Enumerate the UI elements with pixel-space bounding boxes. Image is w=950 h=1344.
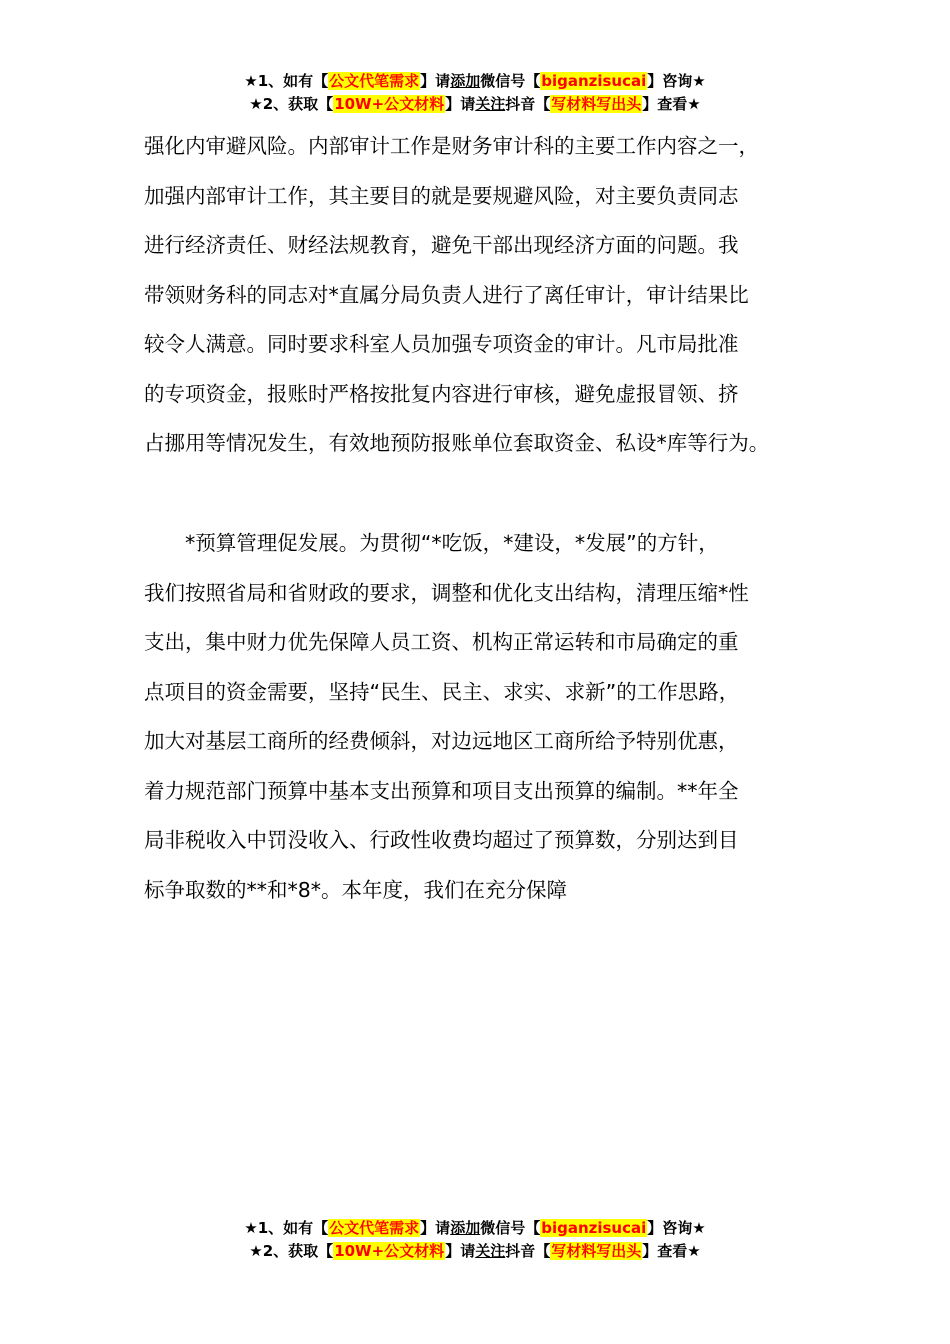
underlined-text: 添加 [450, 72, 481, 90]
banner-text: ★1、如有【 [244, 72, 329, 90]
banner-text: ★2、获取【 [249, 1242, 334, 1260]
banner-text: 微信号【 [480, 72, 541, 90]
highlight-materials: 10W+公文材料 [334, 1242, 445, 1260]
banner-text: 】咨询★ [647, 1219, 706, 1237]
banner-text: 抖音【 [505, 1242, 551, 1260]
footer-banner [0, 1217, 950, 1263]
highlight-wechat-id: biganzisucai [541, 1219, 647, 1237]
highlight-douyin-id: 写材料写出头 [551, 95, 642, 113]
highlight-douyin-id: 写材料写出头 [551, 1242, 642, 1260]
banner-text: 】请 [445, 95, 476, 113]
banner-line-1 [0, 1217, 950, 1240]
banner-text: ★1、如有【 [244, 1219, 329, 1237]
banner-text: 】请 [420, 1219, 451, 1237]
banner-text: 】查看★ [642, 1242, 701, 1260]
underlined-text: 添加 [450, 1219, 481, 1237]
banner-line-2 [0, 93, 950, 116]
banner-text: 微信号【 [480, 1219, 541, 1237]
highlight-service: 公文代笔需求 [329, 72, 420, 90]
banner-text: 】请 [420, 72, 451, 90]
banner-line-2 [0, 1240, 950, 1263]
highlight-service: 公文代笔需求 [329, 1219, 420, 1237]
body-paragraph-budget: *预算管理促发展。为贯彻“*吃饭，*建设，*发展”的方针， 我们按照省局和省财政的要求，调整和优化支出结构，清理压缩*性 支出，集中财力优先保障人员工资、机构正常运转和市局确定的重 点项目的资金需要，坚持“民生、民主、求实、求新”的工作思路， 加大对基层工商所的经费倾斜，对边远地区工商所给予特别优惠， 着力规范部门预算中基本支出预算和项目支出预算的编制。**年全 局非税收入中罚没收入、行政性收费均超过了预算数，分别达到目 标争取数的**和*8*。本年度，我们在充分保障 [144, 531, 749, 902]
banner-line-1 [0, 70, 950, 93]
banner-text: 】查看★ [642, 95, 701, 113]
banner-text: 】请 [445, 1242, 476, 1260]
banner-text: 抖音【 [505, 95, 551, 113]
banner-text: ★2、获取【 [249, 95, 334, 113]
banner-text: 】咨询★ [647, 72, 706, 90]
highlight-materials: 10W+公文材料 [334, 95, 445, 113]
body-paragraph-audit: 强化内审避风险。内部审计工作是财务审计科的主要工作内容之一， 加强内部审计工作，其主要目的就是要规避风险，对主要负责同志 进行经济责任、财经法规教育，避免干部出现经济方面的问题。我 带领财务科的同志对*直属分局负责人进行了离任审计，审计结果比 较令人满意。同时要求科室人员加强专项资金的审计。凡市局批准 的专项资金，报账时严格按批复内容进行审核，避免虚报冒领、挤 占挪用等情况发生，有效地预防报账单位套取资金、私设*库等行为。 [144, 134, 770, 455]
underlined-text: 关注 [475, 95, 506, 113]
header-banner [0, 70, 950, 116]
underlined-text: 关注 [475, 1242, 506, 1260]
highlight-wechat-id: biganzisucai [541, 72, 647, 90]
